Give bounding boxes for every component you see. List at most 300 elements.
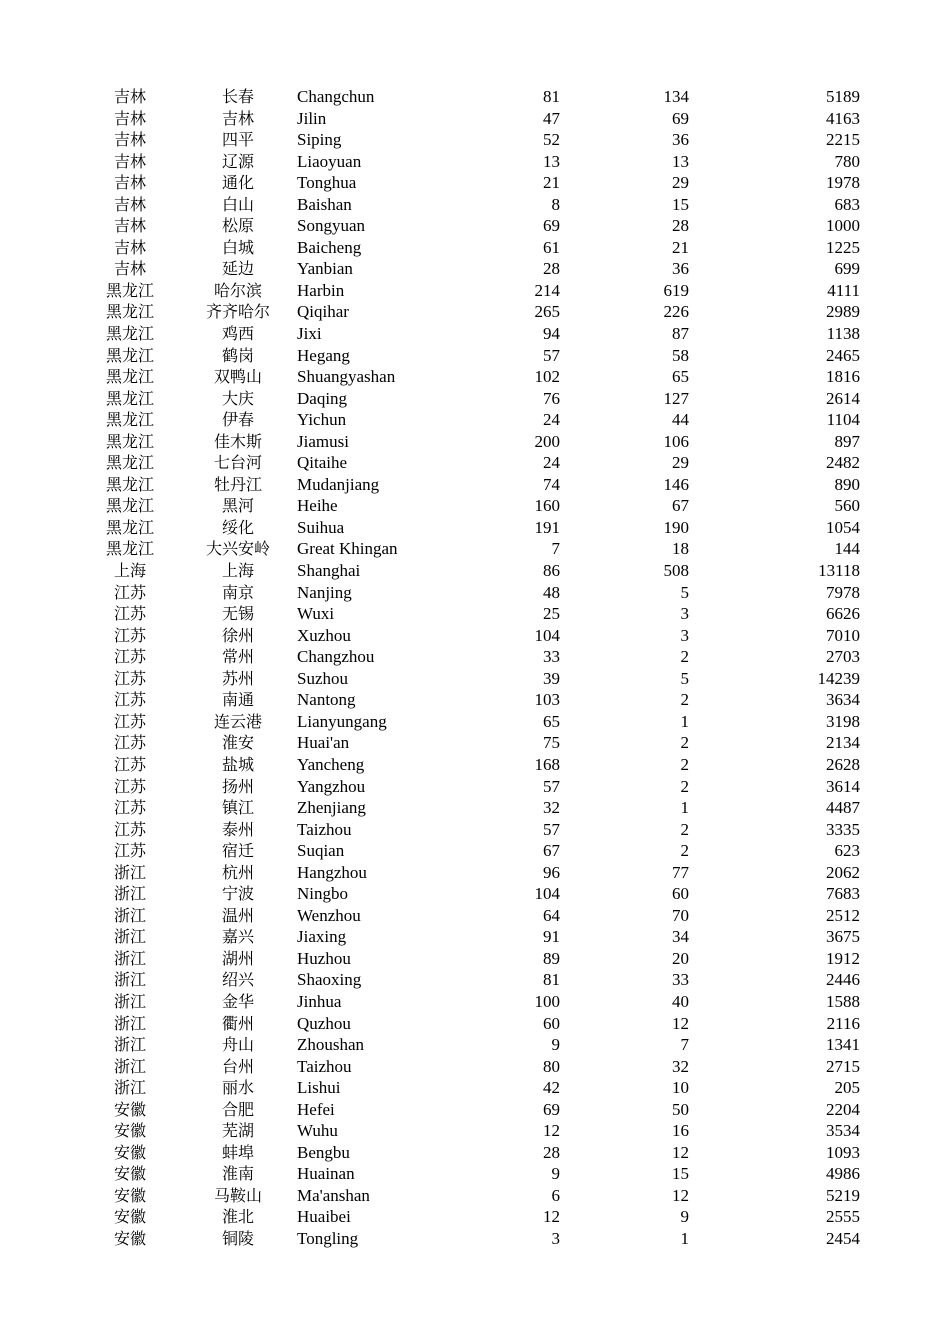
city-en-cell: Siping bbox=[297, 130, 342, 150]
city-cn-cell: 蚌埠 bbox=[221, 1142, 254, 1162]
table-row bbox=[0, 237, 950, 259]
province-cell: 上海 bbox=[113, 561, 146, 581]
value-3-cell: 560 bbox=[834, 496, 860, 516]
city-en-cell: Jixi bbox=[297, 324, 322, 344]
province-cell: 江苏 bbox=[113, 647, 146, 667]
value-1-cell: 39 bbox=[543, 668, 560, 688]
value-2-cell: 10 bbox=[672, 1078, 689, 1098]
table-row bbox=[0, 215, 950, 237]
value-1-cell: 21 bbox=[543, 173, 560, 193]
province-cell: 江苏 bbox=[113, 582, 146, 602]
value-2-cell: 1 bbox=[680, 798, 689, 818]
province-cell: 浙江 bbox=[113, 905, 146, 925]
value-2-cell: 34 bbox=[672, 927, 689, 947]
province-cell: 吉林 bbox=[113, 259, 146, 279]
province-cell: 黑龙江 bbox=[105, 453, 154, 473]
value-3-cell: 2628 bbox=[826, 754, 860, 774]
table-row bbox=[0, 905, 950, 927]
city-en-cell: Bengbu bbox=[297, 1142, 350, 1162]
value-3-cell: 1341 bbox=[826, 1035, 860, 1055]
value-2-cell: 2 bbox=[680, 776, 689, 796]
table-row bbox=[0, 1228, 950, 1250]
value-1-cell: 160 bbox=[534, 496, 560, 516]
value-3-cell: 4986 bbox=[826, 1164, 860, 1184]
table-row bbox=[0, 603, 950, 625]
value-2-cell: 50 bbox=[672, 1099, 689, 1119]
value-3-cell: 14239 bbox=[817, 668, 860, 688]
table-row bbox=[0, 1013, 950, 1035]
city-cn-cell: 温州 bbox=[221, 905, 254, 925]
province-cell: 江苏 bbox=[113, 711, 146, 731]
value-1-cell: 6 bbox=[551, 1185, 560, 1205]
city-en-cell: Quzhou bbox=[297, 1013, 351, 1033]
value-1-cell: 86 bbox=[543, 561, 560, 581]
value-3-cell: 4163 bbox=[826, 108, 860, 128]
city-en-cell: Xuzhou bbox=[297, 625, 351, 645]
value-1-cell: 80 bbox=[543, 1056, 560, 1076]
value-1-cell: 94 bbox=[543, 324, 560, 344]
province-cell: 江苏 bbox=[113, 776, 146, 796]
value-1-cell: 104 bbox=[534, 884, 560, 904]
value-2-cell: 3 bbox=[680, 625, 689, 645]
city-cn-cell: 绥化 bbox=[221, 517, 254, 537]
city-cn-cell: 哈尔滨 bbox=[213, 280, 262, 300]
value-1-cell: 33 bbox=[543, 647, 560, 667]
city-en-cell: Zhoushan bbox=[297, 1035, 365, 1055]
city-cn-cell: 扬州 bbox=[221, 776, 254, 796]
value-1-cell: 57 bbox=[543, 819, 560, 839]
table-row bbox=[0, 1120, 950, 1142]
table-row bbox=[0, 1163, 950, 1185]
province-cell: 浙江 bbox=[113, 1056, 146, 1076]
value-3-cell: 7010 bbox=[826, 625, 860, 645]
city-cn-cell: 松原 bbox=[221, 216, 254, 236]
value-2-cell: 65 bbox=[672, 367, 689, 387]
city-cn-cell: 常州 bbox=[221, 647, 254, 667]
table-row bbox=[0, 280, 950, 302]
city-en-cell: Suzhou bbox=[297, 668, 348, 688]
value-2-cell: 69 bbox=[672, 108, 689, 128]
value-2-cell: 619 bbox=[663, 280, 689, 300]
city-cn-cell: 淮南 bbox=[221, 1164, 254, 1184]
city-en-cell: Huzhou bbox=[297, 948, 351, 968]
city-cn-cell: 泰州 bbox=[221, 819, 254, 839]
value-1-cell: 81 bbox=[543, 87, 560, 106]
value-1-cell: 47 bbox=[543, 108, 560, 128]
city-cn-cell: 金华 bbox=[221, 991, 254, 1011]
table-row bbox=[0, 388, 950, 410]
city-cn-cell: 白山 bbox=[221, 194, 254, 214]
city-en-cell: Wuxi bbox=[297, 604, 335, 624]
city-en-cell: Baicheng bbox=[297, 237, 362, 257]
table-row bbox=[0, 1206, 950, 1228]
value-3-cell: 699 bbox=[834, 259, 860, 279]
value-1-cell: 65 bbox=[543, 711, 560, 731]
table-row bbox=[0, 108, 950, 130]
value-3-cell: 2215 bbox=[826, 130, 860, 150]
province-cell: 黑龙江 bbox=[105, 539, 154, 559]
value-1-cell: 57 bbox=[543, 345, 560, 365]
table-row bbox=[0, 495, 950, 517]
province-cell: 黑龙江 bbox=[105, 431, 154, 451]
city-cn-cell: 盐城 bbox=[221, 754, 254, 774]
city-en-cell: Heihe bbox=[297, 496, 338, 516]
value-2-cell: 16 bbox=[672, 1121, 689, 1141]
value-2-cell: 87 bbox=[672, 324, 689, 344]
city-cn-cell: 连云港 bbox=[213, 711, 262, 731]
value-3-cell: 1225 bbox=[826, 237, 860, 257]
value-2-cell: 127 bbox=[663, 388, 689, 408]
city-cn-cell: 双鸭山 bbox=[213, 367, 262, 387]
table-row bbox=[0, 646, 950, 668]
city-cn-cell: 芜湖 bbox=[221, 1121, 254, 1141]
province-cell: 吉林 bbox=[113, 216, 146, 236]
city-en-cell: Shuangyashan bbox=[297, 367, 396, 387]
value-3-cell: 2446 bbox=[826, 970, 860, 990]
value-1-cell: 102 bbox=[534, 367, 560, 387]
table-row bbox=[0, 323, 950, 345]
province-cell: 江苏 bbox=[113, 604, 146, 624]
province-cell: 安徽 bbox=[113, 1185, 146, 1205]
city-cn-cell: 苏州 bbox=[221, 668, 254, 688]
province-cell: 吉林 bbox=[113, 151, 146, 171]
value-1-cell: 32 bbox=[543, 798, 560, 818]
table-row bbox=[0, 345, 950, 367]
table-row bbox=[0, 668, 950, 690]
city-en-cell: Baishan bbox=[297, 194, 352, 214]
city-cn-cell: 吉林 bbox=[221, 108, 254, 128]
table-row bbox=[0, 452, 950, 474]
value-2-cell: 60 bbox=[672, 884, 689, 904]
province-cell: 江苏 bbox=[113, 625, 146, 645]
value-2-cell: 70 bbox=[672, 905, 689, 925]
city-cn-cell: 辽源 bbox=[221, 151, 254, 171]
city-cn-cell: 佳木斯 bbox=[213, 431, 262, 451]
value-3-cell: 1054 bbox=[826, 517, 860, 537]
province-cell: 江苏 bbox=[113, 798, 146, 818]
city-en-cell: Ningbo bbox=[297, 884, 348, 904]
value-3-cell: 1104 bbox=[826, 410, 860, 430]
city-cn-cell: 鹤岗 bbox=[221, 345, 254, 365]
value-1-cell: 100 bbox=[534, 991, 560, 1011]
province-cell: 安徽 bbox=[113, 1142, 146, 1162]
city-en-cell: Liaoyuan bbox=[297, 151, 362, 171]
value-3-cell: 2715 bbox=[826, 1056, 860, 1076]
province-cell: 吉林 bbox=[113, 87, 146, 106]
city-en-cell: Changzhou bbox=[297, 647, 375, 667]
province-cell: 浙江 bbox=[113, 1035, 146, 1055]
value-1-cell: 28 bbox=[543, 259, 560, 279]
value-1-cell: 9 bbox=[551, 1035, 560, 1055]
city-en-cell: Taizhou bbox=[297, 1056, 352, 1076]
city-cn-cell: 无锡 bbox=[221, 604, 254, 624]
value-1-cell: 91 bbox=[543, 927, 560, 947]
province-cell: 江苏 bbox=[113, 690, 146, 710]
province-cell: 浙江 bbox=[113, 884, 146, 904]
province-cell: 安徽 bbox=[113, 1121, 146, 1141]
value-3-cell: 3675 bbox=[826, 927, 860, 947]
city-en-cell: Yangzhou bbox=[297, 776, 366, 796]
value-2-cell: 508 bbox=[663, 561, 689, 581]
value-3-cell: 2482 bbox=[826, 453, 860, 473]
province-cell: 吉林 bbox=[113, 108, 146, 128]
value-2-cell: 106 bbox=[663, 431, 689, 451]
value-2-cell: 18 bbox=[672, 539, 689, 559]
city-en-cell: Nantong bbox=[297, 690, 356, 710]
city-en-cell: Huaibei bbox=[297, 1207, 351, 1227]
city-en-cell: Jiamusi bbox=[297, 431, 349, 451]
city-en-cell: Shaoxing bbox=[297, 970, 362, 990]
city-en-cell: Huai'an bbox=[297, 733, 350, 753]
value-1-cell: 200 bbox=[534, 431, 560, 451]
province-cell: 浙江 bbox=[113, 948, 146, 968]
province-cell: 黑龙江 bbox=[105, 496, 154, 516]
table-row bbox=[0, 797, 950, 819]
value-2-cell: 2 bbox=[680, 754, 689, 774]
value-3-cell: 2703 bbox=[826, 647, 860, 667]
city-en-cell: Jilin bbox=[297, 108, 327, 128]
value-2-cell: 12 bbox=[672, 1142, 689, 1162]
table-row bbox=[0, 151, 950, 173]
city-cn-cell: 鸡西 bbox=[221, 324, 254, 344]
value-2-cell: 12 bbox=[672, 1185, 689, 1205]
value-1-cell: 24 bbox=[543, 410, 560, 430]
city-en-cell: Yanbian bbox=[297, 259, 353, 279]
value-3-cell: 683 bbox=[834, 194, 860, 214]
city-cn-cell: 齐齐哈尔 bbox=[205, 302, 270, 322]
province-cell: 江苏 bbox=[113, 819, 146, 839]
city-en-cell: Tonghua bbox=[297, 173, 357, 193]
value-2-cell: 21 bbox=[672, 237, 689, 257]
city-cn-cell: 徐州 bbox=[221, 625, 254, 645]
value-2-cell: 5 bbox=[680, 668, 689, 688]
city-en-cell: Harbin bbox=[297, 280, 345, 300]
value-2-cell: 12 bbox=[672, 1013, 689, 1033]
table-row bbox=[0, 926, 950, 948]
value-2-cell: 44 bbox=[672, 410, 689, 430]
value-1-cell: 96 bbox=[543, 862, 560, 882]
city-en-cell: Songyuan bbox=[297, 216, 365, 236]
value-3-cell: 5219 bbox=[826, 1185, 860, 1205]
value-2-cell: 1 bbox=[680, 711, 689, 731]
table-row bbox=[0, 301, 950, 323]
city-en-cell: Wuhu bbox=[297, 1121, 338, 1141]
value-2-cell: 146 bbox=[663, 474, 689, 494]
data-table bbox=[0, 86, 950, 1250]
value-3-cell: 1978 bbox=[826, 173, 860, 193]
province-cell: 黑龙江 bbox=[105, 474, 154, 494]
value-1-cell: 24 bbox=[543, 453, 560, 473]
value-1-cell: 52 bbox=[543, 130, 560, 150]
city-cn-cell: 大兴安岭 bbox=[205, 539, 270, 559]
city-cn-cell: 淮北 bbox=[221, 1207, 254, 1227]
value-3-cell: 5189 bbox=[826, 87, 860, 106]
value-3-cell: 144 bbox=[834, 539, 860, 559]
city-cn-cell: 南京 bbox=[221, 582, 254, 602]
city-cn-cell: 长春 bbox=[221, 87, 254, 106]
value-2-cell: 3 bbox=[680, 604, 689, 624]
value-2-cell: 226 bbox=[663, 302, 689, 322]
value-3-cell: 3634 bbox=[826, 690, 860, 710]
province-cell: 江苏 bbox=[113, 668, 146, 688]
value-1-cell: 64 bbox=[543, 905, 560, 925]
value-3-cell: 2116 bbox=[826, 1013, 860, 1033]
value-1-cell: 13 bbox=[543, 151, 560, 171]
table-row bbox=[0, 517, 950, 539]
table-row bbox=[0, 194, 950, 216]
city-en-cell: Jinhua bbox=[297, 991, 342, 1011]
city-cn-cell: 台州 bbox=[221, 1056, 254, 1076]
province-cell: 吉林 bbox=[113, 194, 146, 214]
city-en-cell: Changchun bbox=[297, 87, 375, 106]
value-3-cell: 1138 bbox=[826, 324, 860, 344]
value-1-cell: 69 bbox=[543, 216, 560, 236]
value-3-cell: 623 bbox=[834, 841, 860, 861]
value-2-cell: 77 bbox=[672, 862, 689, 882]
value-1-cell: 104 bbox=[534, 625, 560, 645]
table-row bbox=[0, 538, 950, 560]
province-cell: 浙江 bbox=[113, 1013, 146, 1033]
value-3-cell: 3198 bbox=[826, 711, 860, 731]
value-2-cell: 32 bbox=[672, 1056, 689, 1076]
value-1-cell: 265 bbox=[534, 302, 560, 322]
table-row bbox=[0, 776, 950, 798]
value-2-cell: 2 bbox=[680, 733, 689, 753]
city-en-cell: Hefei bbox=[297, 1099, 335, 1119]
value-3-cell: 897 bbox=[834, 431, 860, 451]
value-1-cell: 75 bbox=[543, 733, 560, 753]
city-cn-cell: 宁波 bbox=[221, 884, 254, 904]
province-cell: 江苏 bbox=[113, 733, 146, 753]
province-cell: 江苏 bbox=[113, 841, 146, 861]
city-cn-cell: 上海 bbox=[221, 561, 254, 581]
value-2-cell: 67 bbox=[672, 496, 689, 516]
value-2-cell: 2 bbox=[680, 819, 689, 839]
province-cell: 浙江 bbox=[113, 970, 146, 990]
value-3-cell: 2204 bbox=[826, 1099, 860, 1119]
province-cell: 黑龙江 bbox=[105, 517, 154, 537]
province-cell: 江苏 bbox=[113, 754, 146, 774]
value-2-cell: 36 bbox=[672, 130, 689, 150]
value-2-cell: 5 bbox=[680, 582, 689, 602]
province-cell: 浙江 bbox=[113, 1078, 146, 1098]
value-2-cell: 29 bbox=[672, 453, 689, 473]
city-cn-cell: 嘉兴 bbox=[221, 927, 254, 947]
value-2-cell: 20 bbox=[672, 948, 689, 968]
city-cn-cell: 马鞍山 bbox=[213, 1185, 262, 1205]
table-row bbox=[0, 474, 950, 496]
city-cn-cell: 大庆 bbox=[221, 388, 254, 408]
city-cn-cell: 黑河 bbox=[221, 496, 254, 516]
value-1-cell: 3 bbox=[551, 1228, 560, 1248]
province-cell: 吉林 bbox=[113, 130, 146, 150]
table-row bbox=[0, 582, 950, 604]
table-row bbox=[0, 86, 950, 108]
value-2-cell: 7 bbox=[680, 1035, 689, 1055]
city-en-cell: Suqian bbox=[297, 841, 345, 861]
value-1-cell: 57 bbox=[543, 776, 560, 796]
city-en-cell: Yichun bbox=[297, 410, 347, 430]
value-3-cell: 1912 bbox=[826, 948, 860, 968]
city-en-cell: Hegang bbox=[297, 345, 350, 365]
value-1-cell: 12 bbox=[543, 1121, 560, 1141]
table-row bbox=[0, 819, 950, 841]
city-en-cell: Nanjing bbox=[297, 582, 352, 602]
table-row bbox=[0, 1142, 950, 1164]
city-cn-cell: 湖州 bbox=[221, 948, 254, 968]
province-cell: 黑龙江 bbox=[105, 345, 154, 365]
table-row bbox=[0, 366, 950, 388]
province-cell: 安徽 bbox=[113, 1099, 146, 1119]
province-cell: 黑龙江 bbox=[105, 388, 154, 408]
table-row bbox=[0, 732, 950, 754]
city-en-cell: Great Khingan bbox=[297, 539, 398, 559]
value-1-cell: 28 bbox=[543, 1142, 560, 1162]
value-1-cell: 74 bbox=[543, 474, 560, 494]
value-1-cell: 81 bbox=[543, 970, 560, 990]
value-3-cell: 890 bbox=[834, 474, 860, 494]
table-row bbox=[0, 409, 950, 431]
table-row bbox=[0, 1056, 950, 1078]
city-en-cell: Shanghai bbox=[297, 561, 361, 581]
value-3-cell: 3335 bbox=[826, 819, 860, 839]
value-1-cell: 12 bbox=[543, 1207, 560, 1227]
value-1-cell: 214 bbox=[534, 280, 560, 300]
table-row bbox=[0, 711, 950, 733]
city-cn-cell: 舟山 bbox=[221, 1035, 254, 1055]
province-cell: 安徽 bbox=[113, 1164, 146, 1184]
province-cell: 浙江 bbox=[113, 862, 146, 882]
value-3-cell: 2454 bbox=[826, 1228, 860, 1248]
value-3-cell: 7683 bbox=[826, 884, 860, 904]
value-1-cell: 61 bbox=[543, 237, 560, 257]
value-3-cell: 4111 bbox=[827, 280, 860, 300]
province-cell: 黑龙江 bbox=[105, 367, 154, 387]
value-2-cell: 9 bbox=[680, 1207, 689, 1227]
city-en-cell: Yancheng bbox=[297, 754, 365, 774]
value-1-cell: 7 bbox=[551, 539, 560, 559]
value-3-cell: 2989 bbox=[826, 302, 860, 322]
province-cell: 吉林 bbox=[113, 237, 146, 257]
province-cell: 浙江 bbox=[113, 927, 146, 947]
city-cn-cell: 镇江 bbox=[221, 798, 254, 818]
city-cn-cell: 淮安 bbox=[221, 733, 254, 753]
city-en-cell: Mudanjiang bbox=[297, 474, 380, 494]
value-3-cell: 780 bbox=[834, 151, 860, 171]
city-cn-cell: 通化 bbox=[221, 173, 254, 193]
table-row bbox=[0, 129, 950, 151]
table-row bbox=[0, 172, 950, 194]
city-cn-cell: 衢州 bbox=[221, 1013, 254, 1033]
table-row bbox=[0, 754, 950, 776]
table-row bbox=[0, 258, 950, 280]
table-row bbox=[0, 1099, 950, 1121]
value-3-cell: 1000 bbox=[826, 216, 860, 236]
table-row bbox=[0, 991, 950, 1013]
table-row bbox=[0, 625, 950, 647]
province-cell: 黑龙江 bbox=[105, 410, 154, 430]
table-row bbox=[0, 431, 950, 453]
value-2-cell: 15 bbox=[672, 194, 689, 214]
province-cell: 安徽 bbox=[113, 1228, 146, 1248]
value-2-cell: 29 bbox=[672, 173, 689, 193]
value-2-cell: 36 bbox=[672, 259, 689, 279]
city-en-cell: Wenzhou bbox=[297, 905, 361, 925]
table-row bbox=[0, 1185, 950, 1207]
city-en-cell: Huainan bbox=[297, 1164, 355, 1184]
city-en-cell: Qitaihe bbox=[297, 453, 348, 473]
city-cn-cell: 牡丹江 bbox=[213, 474, 262, 494]
